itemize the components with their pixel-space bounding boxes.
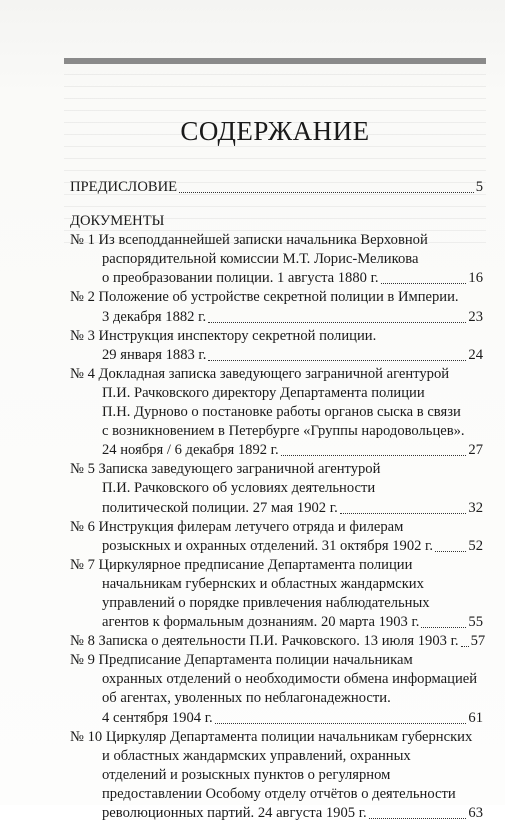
toc-entry-line: № 10 Циркуляр Департамента полиции начальникам губернских — [70, 728, 473, 745]
dot-leader — [421, 627, 466, 628]
toc-entry-line: № 3 Инструкция инспектору секретной полиции. — [70, 327, 377, 344]
toc-page-number: 61 — [468, 709, 483, 726]
toc-page-number: 27 — [468, 442, 483, 459]
toc-page-number: 63 — [468, 805, 483, 821]
toc-entry-line: № 2 Положение об устройстве секретной полиции в Империи. — [70, 289, 459, 306]
toc-page-number: 24 — [468, 346, 483, 363]
toc-entry-last-line — [70, 632, 486, 651]
toc-entry-label: ПРЕДИСЛОВИЕ — [70, 179, 178, 195]
toc-entry-line: и областных жандармских управлений, охранных — [102, 747, 411, 764]
toc-page-number: 23 — [468, 308, 483, 325]
toc-entry-line: управлений о порядке привлечения наблюдательных — [102, 594, 430, 611]
table-of-contents — [70, 178, 486, 823]
toc-entry — [70, 556, 483, 632]
toc-entry-label: агентов к формальным дознаниям. 20 марта 1903 г. — [102, 614, 420, 631]
dot-leader — [435, 551, 466, 552]
dot-leader — [208, 360, 466, 361]
toc-entry-last-line — [70, 346, 483, 365]
toc-entry-line: об агентах, уволенных по неблагонадежности. — [102, 690, 391, 707]
dot-leader — [208, 322, 466, 323]
toc-page-number: 32 — [468, 499, 483, 516]
toc-entry-label: 3 декабря 1882 г. — [102, 308, 207, 325]
toc-entry-last-line — [70, 499, 483, 518]
toc-entry-line: начальникам губернских и областных жандармских — [102, 575, 424, 592]
toc-entry — [70, 632, 486, 651]
toc-entry-line: П.Н. Дурново о постановке работы органов сыска в связи — [102, 404, 461, 421]
toc-entry-label: розыскных и охранных отделений. 31 октября 1902 г. — [102, 537, 434, 554]
dot-leader — [281, 455, 467, 456]
toc-entry-label: 29 января 1883 г. — [102, 346, 207, 363]
toc-entry-preface — [70, 178, 483, 197]
dot-leader — [215, 723, 467, 724]
toc-page-number: 52 — [468, 537, 483, 554]
toc-entry-last-line — [70, 613, 483, 632]
toc-entry — [70, 460, 483, 517]
toc-entries — [70, 231, 486, 823]
dot-leader — [340, 513, 467, 514]
toc-entry-label: № 8 Записка о деятельности П.И. Рачковского. 13 июля 1903 г. — [70, 633, 459, 650]
toc-entry-line: № 1 Из всеподданнейшей записки начальника Верховной — [70, 232, 428, 249]
toc-entry-label: 4 сентября 1904 г. — [102, 709, 213, 726]
header-rule — [64, 58, 486, 64]
toc-entry-line: № 6 Инструкция филерам летучего отряда и филерам — [70, 518, 404, 535]
toc-entry-label: политической полиции. 27 мая 1902 г. — [102, 499, 338, 516]
toc-entry-line: распорядительной комиссии М.Т. Лорис-Меликова — [102, 251, 419, 268]
dot-leader — [461, 646, 469, 647]
toc-entry-line: № 4 Докладная записка заведующего заграничной агентурой — [70, 365, 450, 382]
toc-entry-line: П.И. Рачковского об условиях деятельности — [102, 480, 376, 497]
toc-entry — [70, 288, 483, 326]
toc-entry-line: с возникновением в Петербурге «Группы народовольцев». — [102, 423, 465, 440]
toc-entry-line: отделений и розыскных пунктов о регулярном — [102, 766, 391, 783]
toc-entry-last-line — [70, 709, 483, 728]
toc-entry — [70, 728, 483, 823]
toc-page-number: 16 — [468, 270, 483, 287]
toc-page-number: 55 — [468, 614, 483, 631]
toc-entry-line: № 7 Циркулярное предписание Департамента полиции — [70, 556, 413, 573]
toc-entry-label: 24 ноября / 6 декабря 1892 г. — [102, 442, 279, 459]
toc-entry-line: предоставлении Особому отделу отчётов о деятельности — [102, 785, 456, 802]
dot-leader — [381, 283, 467, 284]
dot-leader — [369, 818, 467, 819]
toc-entry — [70, 327, 483, 365]
toc-entry-last-line — [70, 308, 483, 327]
dot-leader — [179, 192, 474, 193]
toc-entry — [70, 231, 483, 288]
toc-page-number: 57 — [470, 633, 486, 650]
toc-entry-line: П.И. Рачковского директору Департамента полиции — [102, 384, 425, 401]
toc-entry-line: № 5 Записка заведующего заграничной агентурой — [70, 461, 381, 478]
toc-entry-last-line — [70, 441, 483, 460]
toc-entry-last-line — [70, 804, 483, 823]
toc-entry — [70, 651, 483, 727]
toc-entry-line: охранных отделений о необходимости обмена информацией — [102, 671, 478, 688]
toc-entry — [70, 365, 483, 460]
toc-page-number: 5 — [475, 179, 483, 195]
toc-entry-label: революционных партий. 24 августа 1905 г. — [102, 805, 367, 821]
section-heading-documents: ДОКУМЕНТЫ — [70, 213, 165, 230]
toc-entry — [70, 518, 483, 556]
toc-entry-last-line — [70, 537, 483, 556]
toc-entry-label: о преобразовании полиции. 1 августа 1880 г. — [102, 270, 379, 287]
toc-entry-line: № 9 Предписание Департамента полиции начальникам — [70, 652, 413, 669]
toc-entry-last-line — [70, 269, 483, 288]
page-title: СОДЕРЖАНИЕ — [180, 116, 370, 146]
